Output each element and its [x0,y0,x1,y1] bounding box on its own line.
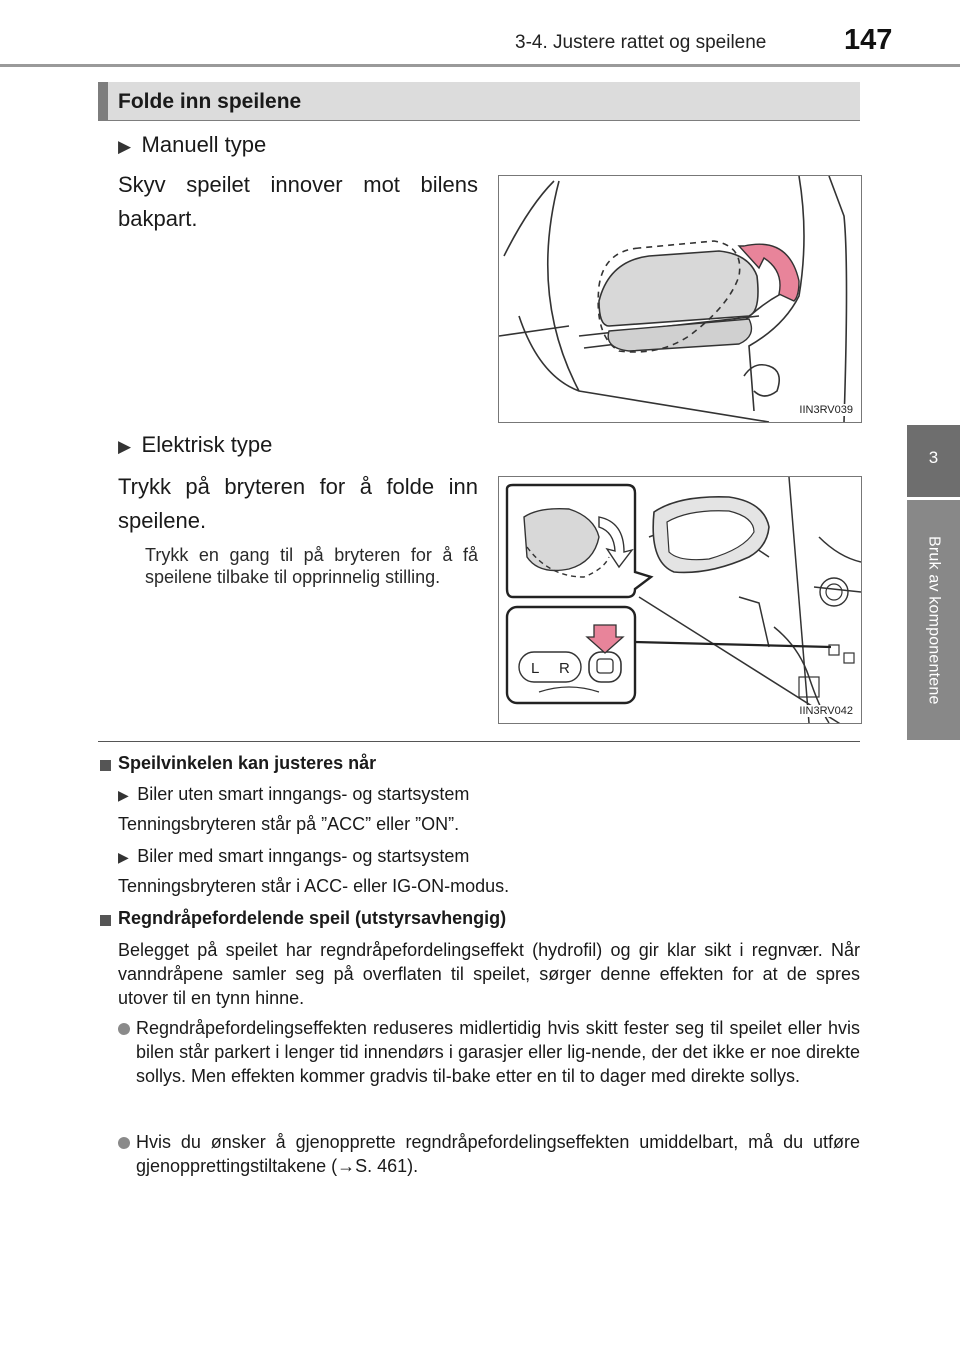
switch-left-label: L [531,660,540,677]
angle-item2-label: Biler med smart inngangs- og startsystem [137,846,470,866]
electric-type-note: Trykk en gang til på bryteren for å få speilene tilbake til opprinnelig stilling. [145,545,478,587]
section-underline [98,120,860,121]
electric-mirror-figure [498,476,862,724]
section-title-accent [98,82,108,120]
rain-info-text: Belegget på speilet har regndråpefordelingseffekt (hydrofil) og gir klar sikt i regnvær. Når vanndråpene samler seg på overflaten til speilet, sørger denne effekten for at de spres utover til en tynn hinne. [118,940,860,1008]
figure-code: IIN3RV039 [799,404,853,416]
page-number: 147 [844,24,893,56]
angle-item1-heading [118,784,469,805]
square-bullet-icon [100,760,111,771]
electric-type-heading [118,432,272,458]
switch-right-label: R [559,660,570,677]
electric-type-instruction: Trykk på bryteren for å folde inn speilene. [118,474,478,533]
electric-type-label: Elektrisk type [141,432,273,457]
angle-item1-text: Tenningsbryteren står på ”ACC” eller ”ON”. [118,814,460,834]
section-divider [98,741,860,742]
circle-bullet-icon [118,1023,130,1035]
manual-type-heading [118,132,266,158]
circle-bullet-icon [118,1137,130,1149]
chapter-number: 3 [928,448,939,467]
running-header-title: 3-4. Justere rattet og speilene [515,32,767,53]
angle-item2-text: Tenningsbryteren står i ACC- eller IG-ON-modus. [118,876,510,896]
square-bullet-icon [100,915,111,926]
figure-code: IIN3RV042 [799,705,853,717]
electric-mirror-illustration [499,477,861,723]
triangle-bullet-icon: ▶ [118,787,129,803]
manual-type-instruction: Skyv speilet innover mot bilens bakpart. [118,172,478,231]
section-title: Folde inn speilene [118,90,302,113]
rain-info-title: Regndråpefordelende speil (utstyrsavhengig) [118,908,507,928]
angle-item2-heading [118,846,469,867]
triangle-bullet-icon: ▶ [118,437,132,456]
angle-item1-label: Biler uten smart inngangs- og startsystem [137,784,470,804]
rain-info-bullet1: Regndråpefordelingseffekten reduseres midlertidig hvis skitt fester seg til speilet eller hvis bilen står parkert i lenger tid innendørs i garasjer eller lig-nende, der det ikke er noe direkte sollys. Men effekten kommer gradvis til-bake etter en til to dager med direkte sollys. [136,1018,860,1086]
manual-mirror-figure [498,175,862,423]
triangle-bullet-icon: ▶ [118,849,129,865]
triangle-bullet-icon: ▶ [118,137,132,156]
manual-type-label: Manuell type [141,132,267,157]
header-rule [0,64,960,67]
rain-info-bullet2: Hvis du ønsker å gjenopprette regndråpefordelingseffekten umiddelbart, må du utføre gjenopprettingstiltakene (→S. 461). [136,1132,860,1176]
angle-info-title: Speilvinkelen kan justeres når [118,753,377,773]
manual-mirror-illustration [499,176,861,422]
chapter-title: Bruk av komponentene [925,535,943,705]
